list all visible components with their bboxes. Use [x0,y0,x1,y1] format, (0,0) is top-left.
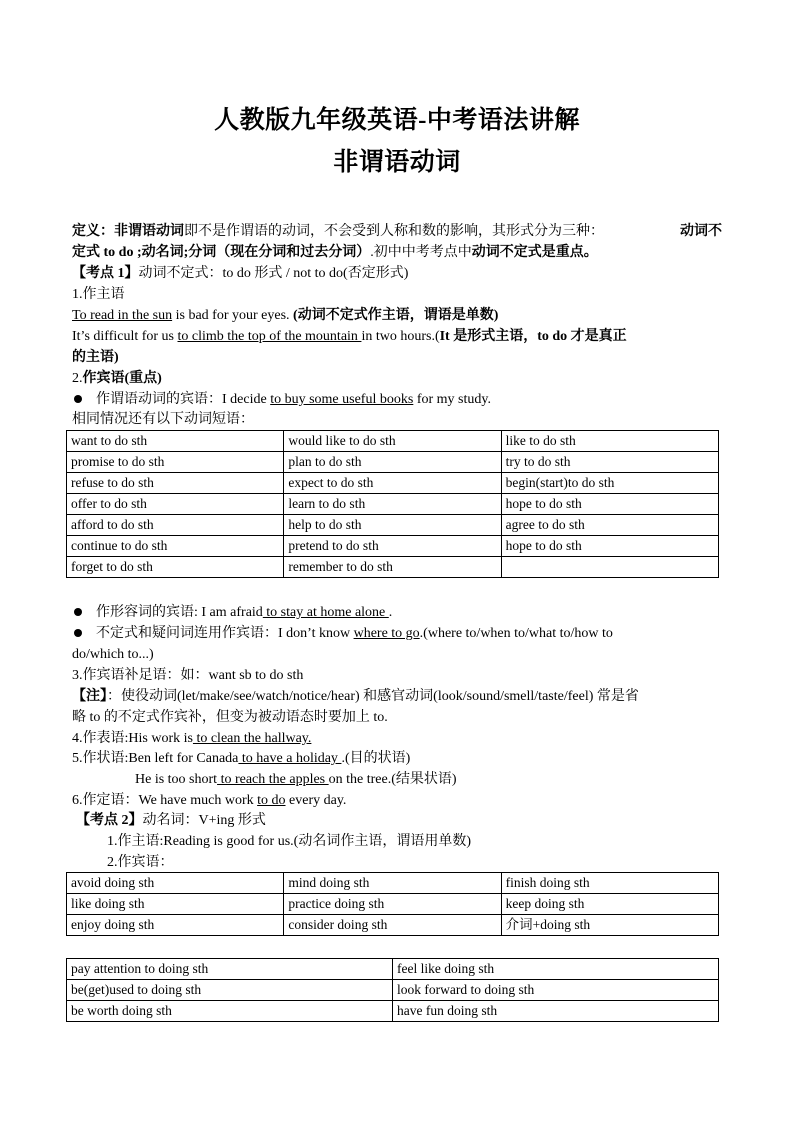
adverbial-purpose: .(目的状语) [341,751,411,766]
table-cell: want to do sth [67,431,284,452]
table-cell: avoid doing sth [67,873,284,894]
object-bullet-3-cont: do/which to...) [72,647,154,662]
definition-end: 。 [583,245,598,260]
attributive-phrase: to do [257,793,286,808]
table-cell: consider doing sth [284,915,501,936]
table-cell: expect to do sth [284,473,501,494]
table-row [67,557,719,578]
complement-line: 3.作宾语补足语：如：want sb to do sth [72,668,304,683]
adverbial-line-1 [72,748,722,769]
table-row [67,1001,719,1022]
table-cell: plan to do sth [284,452,501,473]
subject-example-1-note: (动词不定式作主语，谓语是单数) [293,308,499,323]
table-row [67,536,719,557]
table-cell: hope to do sth [501,536,718,557]
object-bullet-2-start: 作形容词的宾语: I am afraid [96,605,263,620]
adverbial-start: 5.作状语:Ben left for Canada [72,751,239,766]
table-cell: mind doing sth [284,873,501,894]
subject-example-2-note: It 是形式主语，to do 才是真正 [439,329,627,344]
table-row [67,431,719,452]
same-cases-line: 相同情况还有以下动词短语： [72,412,254,427]
attributive-line [72,790,722,811]
table-cell: finish doing sth [501,873,718,894]
definition-text-2: .初中中考考点中 [370,245,472,260]
attributive-start: 6.作定语：We have much work [72,793,258,808]
section-object-title: 作宾语(重点) [82,371,162,386]
gerund-phrase-table [66,958,719,1022]
note-line-1 [72,686,722,707]
table-cell: agree to do sth [501,515,718,536]
subject-example-2-note-end: 的主语) [72,350,119,365]
table-cell: feel like doing sth [393,959,719,980]
object-bullet-3-start: 不定式和疑问词连用作宾语：I don’t know [96,626,354,641]
gerund-object-line: 2.作宾语： [107,855,174,870]
table-cell: help to do sth [284,515,501,536]
table-cell: continue to do sth [67,536,284,557]
table-cell: like doing sth [67,894,284,915]
definition-forms-start: 动词不 [680,224,722,239]
section-object-heading [72,368,722,389]
attributive-end: every day. [285,793,347,808]
verb-to-do-table [66,430,719,578]
kaodian-2 [76,810,726,831]
note-label: 【注】 [72,689,107,704]
definition-text: 即不是作谓语的动词，不会受到人称和数的影响，其形式分为三种： [184,224,604,239]
table-cell: look forward to doing sth [393,980,719,1001]
table-cell: promise to do sth [67,452,284,473]
table-row [67,494,719,515]
object-bullet-3 [72,623,722,644]
table-cell: refuse to do sth [67,473,284,494]
table-cell: remember to do sth [284,557,501,578]
table-row [67,515,719,536]
table-cell: have fun doing sth [393,1001,719,1022]
table-row [67,894,719,915]
object-bullet-1 [72,389,722,410]
adverbial-2-phrase: to reach the apples [217,772,329,787]
gerund-verb-table [66,872,719,936]
adverbial-phrase: to have a holiday [238,751,342,766]
definition-line-1 [72,221,722,242]
object-bullet-1-end: for my study. [413,392,491,407]
predicative-phrase: to clean the hallway. [192,731,312,746]
object-bullet-2-end: . [388,605,393,620]
doc-subtitle: 非谓语动词 [333,149,461,176]
object-bullet-2-phrase: to stay at home alone [262,605,389,620]
object-bullet-1-phrase: to buy some useful books [270,392,414,407]
note-text-1: ：使役动词(let/make/see/watch/notice/hear) 和感官动词(look/sound/smell/taste/feel) 常是省 [107,689,639,704]
table-row [67,452,719,473]
predicative-start: 4.作表语:His work is [72,731,193,746]
kaodian-2-text: 动名词：V+ing 形式 [142,813,266,828]
table-cell: would like to do sth [284,431,501,452]
table-cell [501,557,718,578]
bullet-icon [74,608,82,616]
subject-example-2-mid: in two hours.( [361,329,440,344]
table-cell: like to do sth [501,431,718,452]
definition-key-point: 动词不定式是重点 [471,245,584,260]
table-cell: afford to do sth [67,515,284,536]
table-cell: enjoy doing sth [67,915,284,936]
table-row [67,873,719,894]
doc-title: 人教版九年级英语-中考语法讲解 [214,107,580,134]
adverbial-2-start: He is too short [135,772,218,787]
object-bullet-1-start: 作谓语动词的宾语：I decide [96,392,271,407]
note-line-2: 略 to 的不定式作宾补，但变为被动语态时要加上 to. [72,710,388,725]
definition-term: 非谓语动词 [114,224,184,239]
kaodian-1-text: 动词不定式：to do 形式 / not to do(否定形式) [138,266,409,281]
subject-example-2-phrase: to climb the top of the mountain [177,329,362,344]
subject-example-2-start: It’s difficult for us [72,329,178,344]
adverbial-2-end: on the tree.(结果状语) [328,772,457,787]
object-bullet-2 [72,602,722,623]
section-subject-heading: 1.作主语 [72,287,125,302]
table-cell: try to do sth [501,452,718,473]
table-cell: pretend to do sth [284,536,501,557]
table-cell: begin(start)to do sth [501,473,718,494]
adverbial-line-2 [135,769,785,790]
table-cell: 介词+doing sth [501,915,718,936]
definition-line-2 [72,242,722,263]
table-row [67,980,719,1001]
table-cell: keep doing sth [501,894,718,915]
subject-example-1-phrase: To read in the sun [72,308,173,323]
table-row [67,473,719,494]
subject-example-1-rest: is bad for your eyes. [172,308,294,323]
table-cell: be(get)used to doing sth [67,980,393,1001]
bullet-icon [74,395,82,403]
kaodian-1-label: 【考点 1】 [72,266,139,281]
gerund-subject-line: 1.作主语:Reading is good for us.(动名词作主语，谓语用单数) [107,834,471,849]
table-row [67,959,719,980]
kaodian-2-label: 【考点 2】 [76,813,143,828]
section-object-number: 2. [72,371,83,386]
table-cell: practice doing sth [284,894,501,915]
table-cell: pay attention to doing sth [67,959,393,980]
table-cell: offer to do sth [67,494,284,515]
kaodian-1 [72,263,722,284]
table-cell: forget to do sth [67,557,284,578]
table-cell: be worth doing sth [67,1001,393,1022]
bullet-icon [74,629,82,637]
object-bullet-3-phrase: where to go [353,626,420,641]
definition-label: 定义： [72,224,114,239]
table-row [67,915,719,936]
subject-example-2 [72,326,722,347]
subject-example-1 [72,305,722,326]
definition-forms: 定式 to do ;动名词;分词（现在分词和过去分词） [72,245,371,260]
table-cell: learn to do sth [284,494,501,515]
predicative-line [72,728,722,749]
object-bullet-3-end: .(where to/when to/what to/how to [419,626,613,641]
table-cell: hope to do sth [501,494,718,515]
